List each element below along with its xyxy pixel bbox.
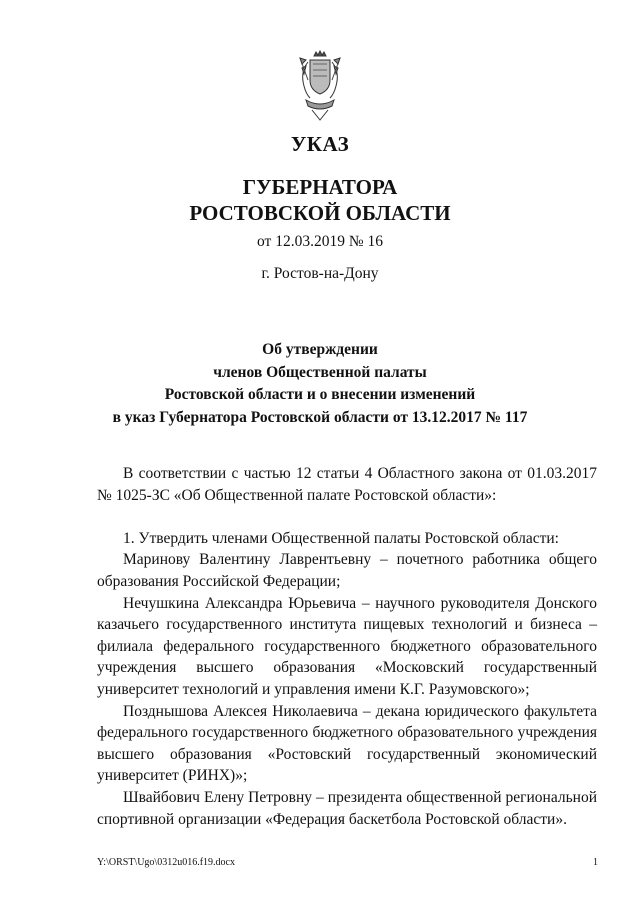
city: г. Ростов-на-Дону <box>261 265 379 282</box>
decree-body <box>97 463 597 830</box>
decree-subject <box>96 339 544 429</box>
footer-file-path: Y:\ORST\Ugo\0312u016.f19.docx <box>97 857 235 868</box>
preamble-paragraph: В соответствии с частью 12 статьи 4 Областного закона от 01.03.2017 № 1025-ЗС «Об Общественной палате Ростовской области»: <box>97 465 597 504</box>
member-paragraph: Швайбович Елену Петровну – президента общественной региональной спортивной организации «Федерация баскетбола Ростовской области». <box>97 788 597 828</box>
subject-line-1: Об утверждении <box>262 341 378 358</box>
subject-line-3: Ростовской области и о внесении изменений <box>164 386 476 403</box>
member-paragraph: Нечушкина Александра Юрьевича – научного руководителя Донского казачьего государственного института пищевых технологий и бизнеса – филиала федерального государственного бюджетного образовательного учреждения высшего образования «Московский государственный университет технологий и управления имени К.Г. Разумовского»; <box>97 594 597 698</box>
item-1-paragraph: 1. Утвердить членами Общественной палаты Ростовской области: <box>123 529 559 547</box>
coat-of-arms-icon <box>296 50 344 122</box>
member-paragraph: Позднышова Алексея Николаевича – декана юридического факультета федерального государственного бюджетного образовательного учреждения высшего образования «Ростовский государственный экономический университет (РИНХ)»; <box>97 702 597 785</box>
document-type-title: УКАЗ <box>290 132 350 156</box>
date-number: от 12.03.2019 № 16 <box>257 233 383 250</box>
issuer-title <box>96 174 544 226</box>
subject-line-4: в указ Губернатора Ростовской области от 13.12.2017 № 117 <box>112 408 528 426</box>
footer-page-number: 1 <box>593 857 598 868</box>
subject-line-2: членов Общественной палаты <box>213 363 427 381</box>
issuer-line-1: ГУБЕРНАТОРА <box>242 175 398 199</box>
member-paragraph: Маринову Валентину Лаврентьевну – почетного работника общего образования Российской Федерации; <box>97 551 597 590</box>
issuer-line-2: РОСТОВСКОЙ ОБЛАСТИ <box>189 201 451 225</box>
